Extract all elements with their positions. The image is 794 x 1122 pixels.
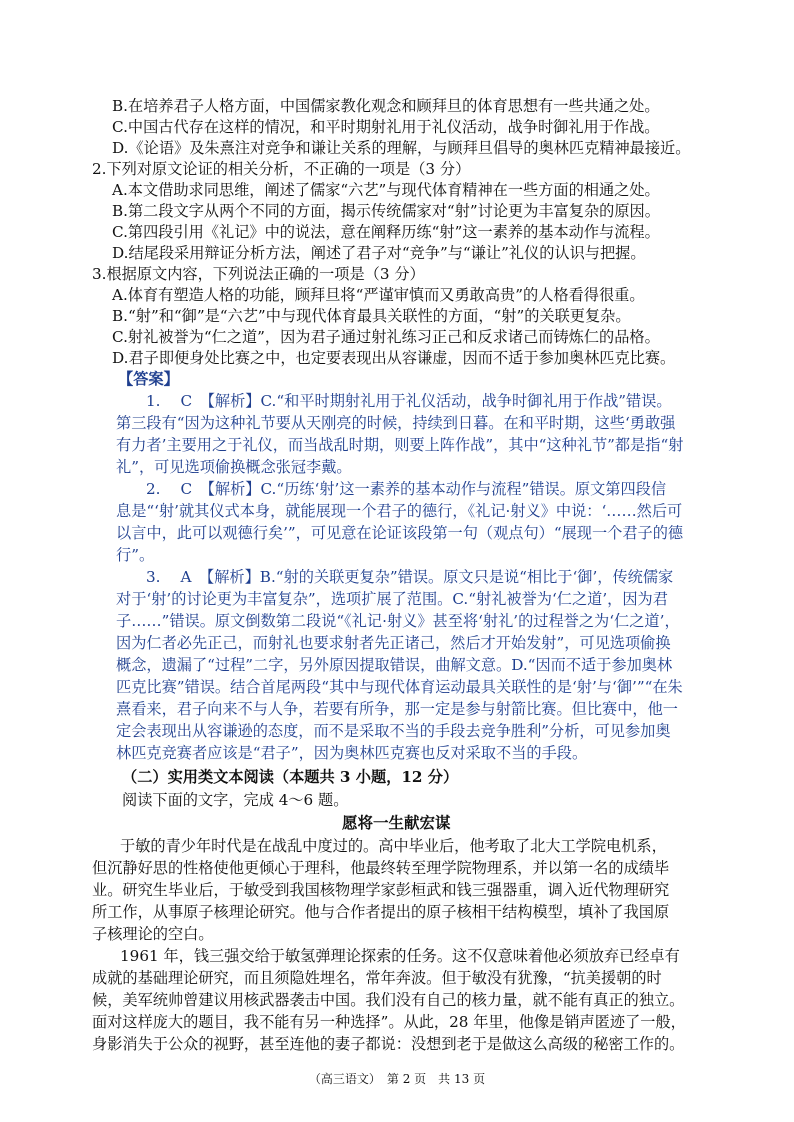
q1-option-c: C.中国古代存在这样的情况，和平时期射礼用于礼仪活动，战争时御礼用于作战。	[112, 118, 660, 136]
article-paragraph-line: 但沉静好思的性格使他更倾心于理科，他最终转至理学院物理系，并以第一名的成绩毕	[92, 859, 670, 877]
q2-option-b: B.第二段文字从两个不同的方面，揭示传统儒家对“射”讨论更为丰富复杂的原因。	[112, 202, 660, 220]
answer-3-line: 熹看来，君子向来不与人争，若要有所争，那一定是参与射箭比赛。但比赛中，他一	[116, 700, 678, 718]
q2-option-a: A.本文借助求同思维，阐述了儒家“六艺”与现代体育精神在一些方面的相通之处。	[112, 181, 660, 199]
q1-option-b: B.在培养君子人格方面，中国儒家教化观念和顾拜旦的体育思想有一些共通之处。	[112, 97, 660, 115]
answer-2-line: 息是“‘射’就其仪式本身，就能展现一个君子的德行，《礼记·射义》中说：‘……然后可	[116, 502, 683, 520]
q2-option-d: D.结尾段采用辩证分析方法，阐述了君子对“竞争”与“谦让”礼仪的认识与把握。	[112, 244, 646, 262]
answer-1-line: 第三段有“因为这种礼节要从天刚亮的时候，持续到日暮。在和平时期，这些‘勇敢强	[116, 414, 676, 432]
article-paragraph-line: 面对这样庞大的题目，我不能有另一种选择”。从此，28 年里，他像是销声匿迹了一般，	[92, 1013, 686, 1031]
article-paragraph-line: 身影消失于公众的视野，甚至连他的妻子都说：没想到老于是做这么高级的秘密工作的。	[92, 1035, 685, 1053]
article-paragraph-line: 于敏的青少年时代是在战乱中度过的。高中毕业后，他考取了北大工学院电机系，	[120, 837, 667, 855]
q3-stem: 3.根据原文内容，下列说法正确的一项是（3 分）	[92, 265, 425, 283]
answer-3-line: 子……”错误。原文倒数第二段说“《礼记·射义》甚至将‘射礼’的过程誉之为‘仁之道’，	[116, 612, 680, 630]
q3-option-a: A.体育有塑造人格的功能，顾拜旦将“严谨审慎而又勇敢高贵”的人格看得很重。	[112, 286, 645, 304]
q3-option-d: D.君子即便身处比赛之中，也定要表现出从容谦虚，因而不适于参加奥林匹克比赛。	[112, 349, 676, 367]
article-paragraph-line: 业。研究生毕业后，于敏受到我国核物理学家彭桓武和钱三强器重，调入近代物理研究	[92, 881, 670, 899]
answer-2-line: 以言中，此可以观德行矣’”，可见意在论证该段第一句（观点句）“展现一个君子的德	[116, 524, 684, 542]
answer-3-line: 3. A 【解析】B.“射的关联更复杂”错误。原文只是说“相比于‘御’，传统儒家	[146, 568, 674, 586]
answer-1-line: 礼”，可见选项偷换概念张冠李戴。	[116, 458, 352, 476]
q3-option-c: C.射礼被誉为“仁之道”，因为君子通过射礼练习正己和反求诸己而铸炼仁的品格。	[112, 328, 660, 346]
answer-3-line: 定会表现出从容谦逊的态度，而不是采取不当的手段去竞争胜利”分析，可见参加奥	[116, 722, 671, 740]
answer-3-line: 林匹克竞赛者应该是“君子”，因为奥林匹克赛也反对采取不当的手段。	[116, 744, 588, 762]
answer-3-line: 概念，遗漏了“过程”二字，另外原因提取错误，曲解文意。D.“因而不适于参加奥林	[116, 656, 673, 674]
answer-3-line: 因为仁者必先正己，而射礼也要求射者先正诸己，然后才开始发射”，可见选项偷换	[116, 634, 671, 652]
article-paragraph-line: 所工作，从事原子核理论研究。他与合作者提出的原子核相干结构模型，填补了我国原	[92, 903, 670, 921]
answer-2-line: 2. C 【解析】C.“历练‘射’这一素养的基本动作与流程”错误。原文第四段信	[146, 480, 667, 498]
q3-option-b: B.“射”和“御”是“六艺”中与现代体育最具关联性的方面，“射”的关联更复杂。	[112, 307, 631, 325]
answer-2-line: 行”。	[116, 546, 155, 564]
q2-stem: 2.下列对原文论证的相关分析，不正确的一项是（3 分）	[92, 160, 471, 178]
article-title: 愿将一生献宏谋	[342, 813, 451, 832]
q1-option-d: D.《论语》及朱熹注对竞争和谦让关系的理解，与顾拜旦倡导的奥林匹克精神最接近。	[112, 139, 691, 157]
q2-option-c: C.第四段引用《礼记》中的说法，意在阐释历练“射”这一素养的基本动作与流程。	[112, 223, 660, 241]
answer-1-line: 1. C 【解析】C.“和平时期射礼用于礼仪活动，战争时御礼用于作战”错误。	[146, 392, 672, 410]
answer-header: 【答案】	[118, 370, 179, 388]
answer-3-line: 对于‘射’的讨论更为丰富复杂”，选项扩展了范围。C.“射礼被誉为‘仁之道’，因为君	[116, 590, 668, 608]
answer-1-line: 有力者’主要用之于礼仪，而当战乱时期，则要上阵作战”，其中“这种礼节”都是指“射	[116, 436, 684, 454]
reading-instruction: 阅读下面的文字，完成 4～6 题。	[122, 791, 349, 809]
article-paragraph-line: 候，美军统帅曾建议用核武器袭击中国。我们没有自己的核力量，就不能有真正的独立。	[92, 991, 685, 1009]
page-footer: （高三语文） 第 2 页 共 13 页	[308, 1072, 486, 1086]
article-paragraph-line: 成就的基础理论研究，而且须隐姓埋名，常年奔波。但于敏没有犹豫，“抗美援朝的时	[92, 969, 662, 987]
answer-3-line: 匹克比赛”错误。结合首尾两段“其中与现代体育运动最具关联性的是‘射’与‘御’”“在朱	[116, 678, 683, 696]
article-paragraph-line: 子核理论的空白。	[92, 925, 214, 943]
section-2-header: （二）实用类文本阅读（本题共 3 小题，12 分）	[122, 768, 459, 786]
article-paragraph-line: 1961 年，钱三强交给于敏氢弹理论探索的任务。这不仅意味着他必须放弃已经卓有	[120, 947, 680, 965]
